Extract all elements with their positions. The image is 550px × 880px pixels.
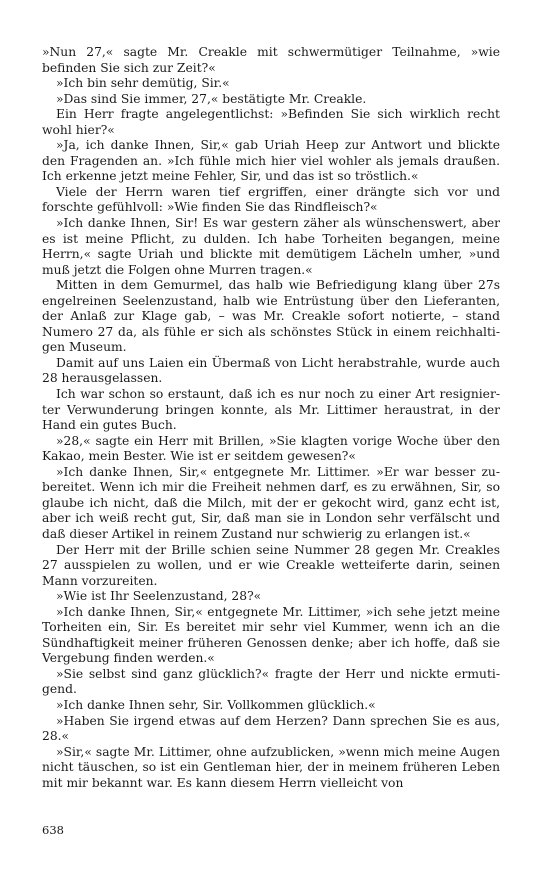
paragraph: Ein Herr fragte angelegentlichst: »Befinden Sie sich wirklich recht wohl hier?«: [42, 107, 500, 137]
paragraph: »Ich danke Ihnen, Sir! Es war gestern zäher als wünschenswert, aber es ist meine Pflicht, zu dulden. Ich habe Torheiten begangen, meine Herrn,« sagte Uriah und blickte mit demütigem Lächeln umher, »und muß jetzt die Folgen ohne Murren tragen.«: [42, 216, 500, 277]
paragraph: Viele der Herrn waren tief ergriffen, einer drängte sich vor und forschte gefühlvoll: »Wie finden Sie das Rindfleisch?«: [42, 184, 500, 215]
paragraph: »Ja, ich danke Ihnen, Sir,« gab Uriah Heep zur Antwort und blickte den Fragenden an. »Ich fühle mich hier viel wohler als jemals draußen. Ich erkenne jetzt meine Fehler, Sir, und das ist so tröstlich.«: [42, 138, 500, 184]
paragraph: »Ich danke Ihnen sehr, Sir. Vollkommen glücklich.«: [56, 697, 376, 712]
paragraph: Mitten in dem Gemurmel, das halb wie Befriedigung klang über 27s engelreinen Seelenzustand, halb wie Entrüstung über den Lieferanten, der Anlaß zur Klage gab, – was Mr. Creakle sofort notierte, – stand Numero 27 da, als fühle er sich als schönstes Stück in einem reichhaltigen Museum.: [42, 278, 500, 355]
paragraph: »Ich danke Ihnen, Sir,« entgegnete Mr. Littimer. »Er war besser zubereitet. Wenn ich mir die Freiheit nehmen darf, es zu erwähnen, Sir, so glaube ich nicht, daß die Milch, mit der er gekocht wird, ganz echt ist, aber ich weiß recht gut, Sir, daß man sie in London sehr verfälscht und daß dieser Artikel in reinem Zustand nur schwierig zu erlangen ist.«: [42, 464, 500, 541]
paragraph: »Wie ist Ihr Seelenzustand, 28?«: [56, 589, 262, 604]
body-text: [42, 45, 500, 791]
paragraph: Der Herr mit der Brille schien seine Nummer 28 gegen Mr. Creakles 27 ausspielen zu wollen, und er wie Creakle wetteiferte darin, seinen Mann vorzureiten.: [42, 542, 500, 588]
paragraph: »Ich bin sehr demütig, Sir.«: [56, 76, 230, 91]
paragraph: »Sir,« sagte Mr. Littimer, ohne aufzublicken, »wenn mich meine Augen nicht täuschen, so ist ein Gentleman hier, der in meinem früheren Leben mit mir bekannt war. Es kann diesem Herrn vielleicht von: [42, 744, 500, 790]
paragraph: »Ich danke Ihnen, Sir,« entgegnete Mr. Littimer, »ich sehe jetzt meine Torheiten ein, Sir. Es bereitet mir sehr viel Kummer, wenn ich an die Sündhaftigkeit meiner früheren Genossen denke; aber ich hoffe, daß sie Vergebung finden werden.«: [42, 604, 500, 666]
page-number: 638: [42, 823, 64, 837]
paragraph: Damit auf uns Laien ein Übermaß von Licht herabstrahle, wurde auch 28 herausgelassen.: [42, 355, 500, 386]
paragraph: »28,« sagte ein Herr mit Brillen, »Sie klagten vorige Woche über den Kakao, mein Bester. Wie ist er seitdem gewesen?«: [42, 433, 500, 464]
paragraph: »Nun 27,« sagte Mr. Creakle mit schwermütiger Teilnahme, »wie befinden Sie sich zur Zeit?«: [42, 45, 500, 75]
paragraph: Ich war schon so erstaunt, daß ich es nur noch zu einer Art resignierter Verwunderung bringen konnte, als Mr. Littimer heraustrat, in der Hand ein gutes Buch.: [42, 387, 500, 433]
paragraph: »Haben Sie irgend etwas auf dem Herzen? Dann sprechen Sie es aus, 28.«: [42, 713, 500, 744]
paragraph: »Das sind Sie immer, 27,« bestätigte Mr. Creakle.: [56, 91, 367, 106]
paragraph: »Sie selbst sind ganz glücklich?« fragte der Herr und nickte ermutigend.: [42, 666, 500, 697]
